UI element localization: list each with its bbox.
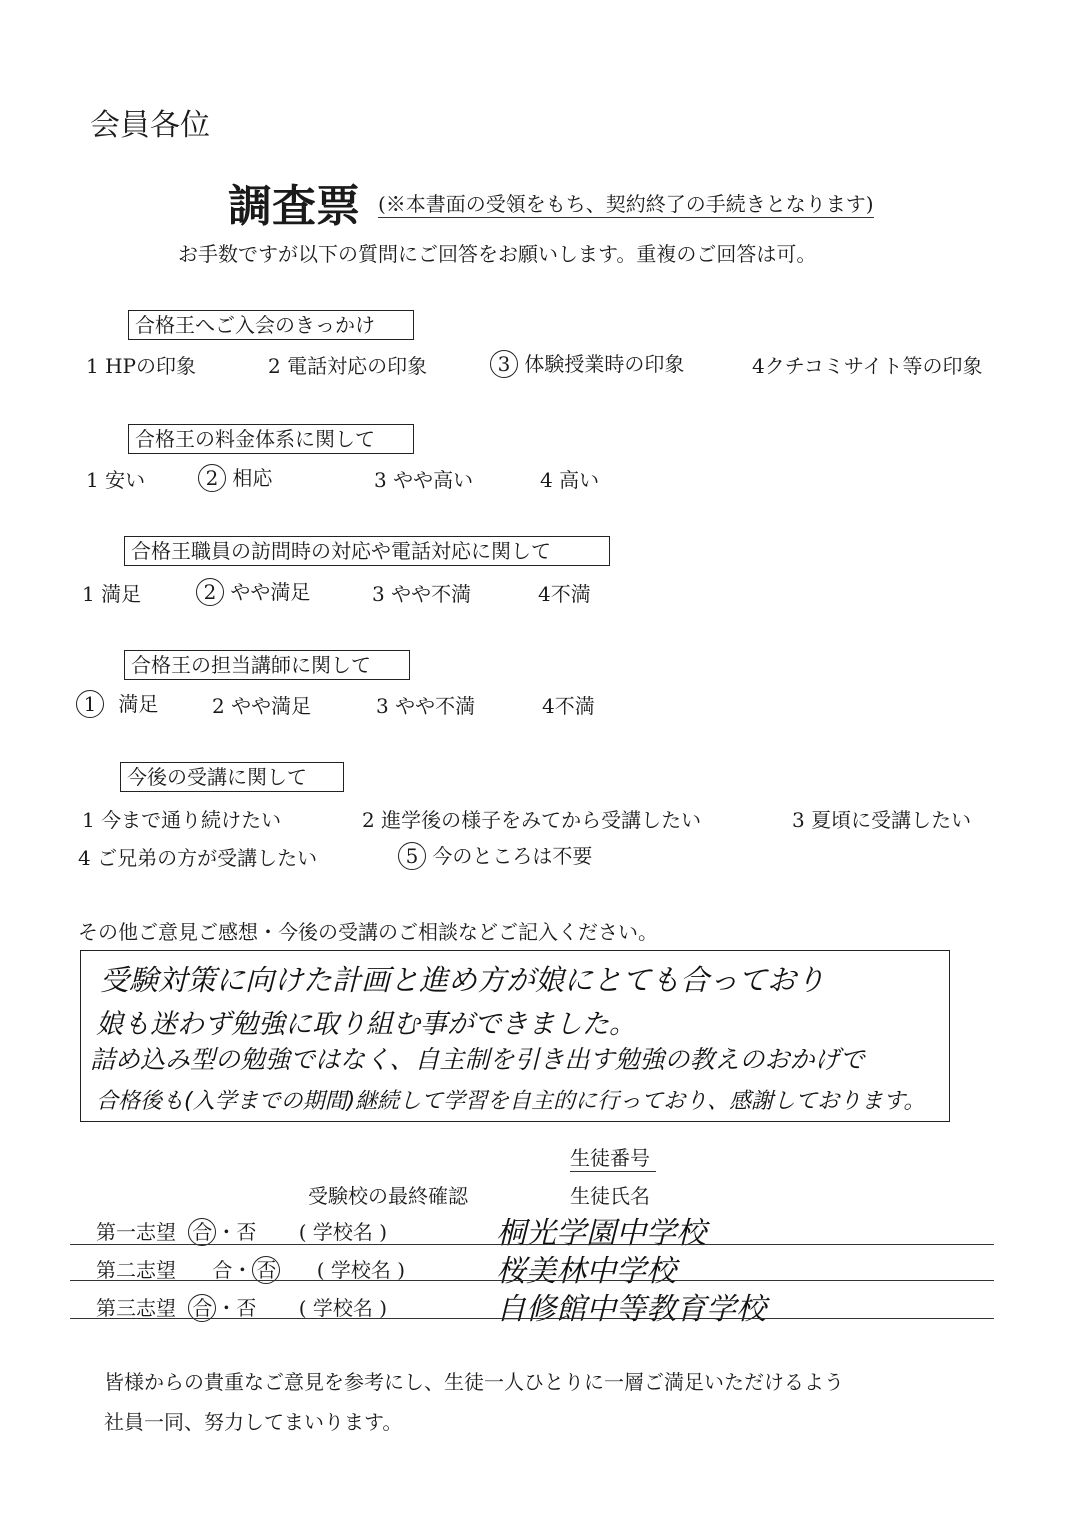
q5-option-3[interactable]: 3 夏頃に受講したい [792,808,972,832]
comment-line-4: 合格後も(入学までの期間)継続して学習を自主的に行っており、感謝しております。 [96,1089,926,1114]
student-number-label: 生徒番号 [570,1142,656,1172]
separator: ・ [216,1296,237,1320]
fail-circled[interactable]: 否 [252,1256,280,1284]
q4-option-4[interactable]: 4不満 [542,694,595,718]
footer-line-2: 社員一同、努力してまいります。 [104,1410,403,1434]
row-divider [70,1244,994,1245]
q1-option-2[interactable]: 2 電話対応の印象 [268,354,428,378]
comment-line-2: 娘も迷わず勉強に取り組む事ができました。 [96,1009,636,1040]
q1-option-4[interactable]: 4クチコミサイト等の印象 [752,354,983,378]
q4-option-1-label: 満足 [118,692,159,716]
q2-option-2-label: 相応 [232,466,273,490]
question-3-label: 合格王職員の訪問時の対応や電話対応に関して [124,536,610,566]
q5-option-2[interactable]: 2 進学後の様子をみてから受講したい [362,808,702,832]
q1-option-3-label: 体験授業時の印象 [524,352,685,376]
question-4-label: 合格王の担当講師に関して [124,650,410,680]
selected-circle-icon: 3 [490,350,518,378]
fail-option[interactable]: 否 [236,1296,257,1320]
separator: ・ [232,1258,253,1282]
pass-circled[interactable]: 合 [188,1218,216,1246]
question-1-label: 合格王へご入会のきっかけ [128,310,414,340]
q2-option-2[interactable] [198,462,272,492]
choice-label: 第二志望 [96,1258,176,1282]
q4-option-1[interactable] [76,688,158,718]
choice-label: 第一志望 [96,1220,176,1244]
comment-line-1: 受験対策に向けた計画と進め方が娘にとても合っており [100,963,826,997]
q3-option-4[interactable]: 4不満 [538,582,591,606]
school-label: ( 学校名 ) [316,1258,406,1282]
q3-option-1[interactable]: 1 満足 [82,582,142,606]
comments-prompt: その他ご意見ご感想・今後の受講のご相談などご記入ください。 [78,920,658,944]
school-name-3: 自修館中等教育学校 [496,1292,766,1327]
exam-confirm-title: 受験校の最終確認 [308,1184,468,1208]
selected-circle-icon: 1 [76,690,104,718]
pass-option[interactable]: 合 [212,1258,233,1282]
selected-circle-icon: 2 [196,578,224,606]
page-title: 調査票 [228,181,360,232]
footer-line-1: 皆様からの貴重なご意見を参考にし、生徒一人ひとりに一層ご満足いただけるよう [104,1370,844,1394]
q5-option-5-label: 今のところは不要 [432,844,593,868]
q1-option-1[interactable]: 1 HPの印象 [86,354,196,378]
row-divider [70,1280,994,1281]
q3-option-2-label: やや満足 [230,580,311,604]
exam-row-1 [96,1216,387,1246]
q4-option-3[interactable]: 3 やや不満 [376,694,476,718]
q5-option-1[interactable]: 1 今まで通り続けたい [82,808,282,832]
title-note: (※本書面の受領をもち、契約終了の手続きとなります) [378,188,874,218]
q1-option-3[interactable] [490,348,684,378]
q3-option-3[interactable]: 3 やや不満 [372,582,472,606]
school-label: ( 学校名 ) [298,1220,388,1244]
recipient: 会員各位 [90,108,210,143]
q2-option-4[interactable]: 4 高い [540,468,600,492]
question-5-label: 今後の受講に関して [120,762,344,792]
q5-option-5[interactable] [398,840,592,870]
row-divider [70,1318,994,1319]
student-name-label: 生徒氏名 [570,1184,650,1208]
pass-circled[interactable]: 合 [188,1294,216,1322]
q2-option-1[interactable]: 1 安い [86,468,146,492]
q4-option-2[interactable]: 2 やや満足 [212,694,312,718]
selected-circle-icon: 5 [398,842,426,870]
comment-line-3: 詰め込み型の勉強ではなく、自主制を引き出す勉強の教えのおかげで [90,1045,865,1074]
intro-text: お手数ですが以下の質問にご回答をお願いします。重複のご回答は可。 [178,242,817,266]
school-name-1: 桐光学園中学校 [496,1216,706,1251]
q2-option-3[interactable]: 3 やや高い [374,468,474,492]
separator: ・ [216,1220,237,1244]
school-name-2: 桜美林中学校 [496,1254,676,1289]
question-2-label: 合格王の料金体系に関して [128,424,414,454]
school-label: ( 学校名 ) [298,1296,388,1320]
fail-option[interactable]: 否 [236,1220,257,1244]
q3-option-2[interactable] [196,576,310,606]
q5-option-4[interactable]: 4 ご兄弟の方が受講したい [78,846,318,870]
choice-label: 第三志望 [96,1296,176,1320]
selected-circle-icon: 2 [198,464,226,492]
